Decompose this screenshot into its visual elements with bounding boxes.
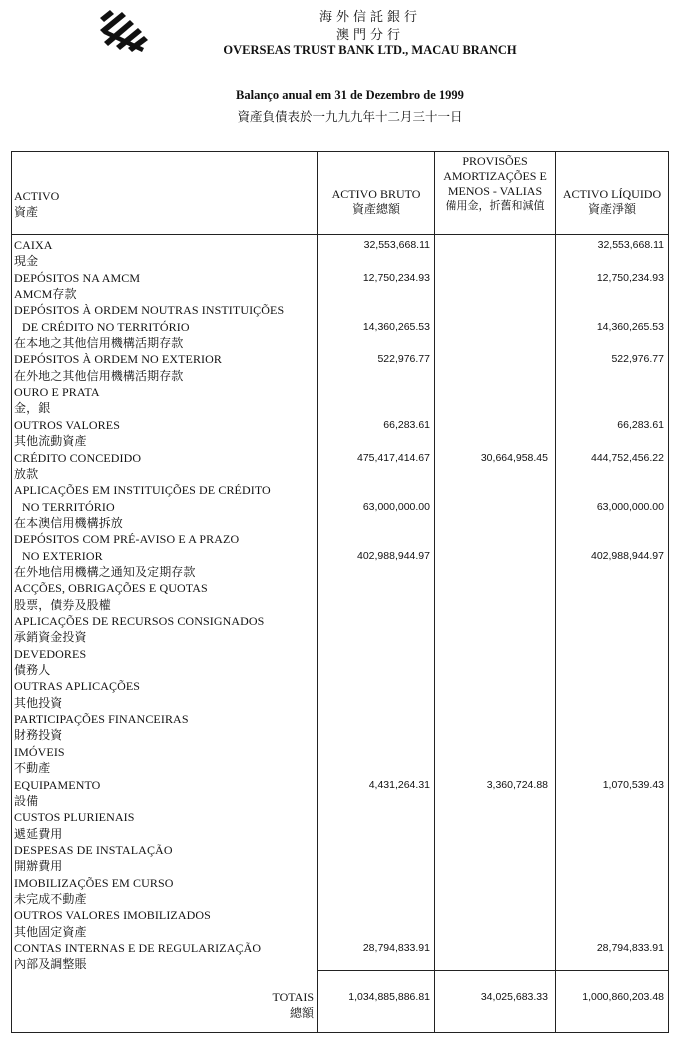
branch-name-cn: 澳門分行 (335, 27, 404, 42)
row-label-pt: PARTICIPAÇÕES FINANCEIRAS (14, 712, 189, 727)
row-label-pt: DE CRÉDITO NO TERRITÓRIO (22, 319, 190, 334)
gross-value: 32,553,668.11 (363, 239, 430, 251)
statement-title-pt: Balanço anual em 31 de Dezembro de 1999 (236, 88, 464, 102)
gross-value: 63,000,000.00 (362, 500, 430, 513)
row-label-pt: APLICAÇÕES EM INSTITUIÇÕES DE CRÉDITO (14, 483, 271, 498)
row-label-cn: 股票，債券及股權 (14, 597, 111, 612)
row-label-cn: 不動產 (14, 761, 51, 776)
row-label-pt: CAIXA (14, 238, 53, 252)
row-label-pt: DEPÓSITOS NA AMCM (14, 270, 141, 285)
row-label-cn: 內部及調整賬 (14, 957, 87, 972)
row-label-pt: DEVEDORES (14, 646, 87, 661)
net-value: 444,752,456.22 (591, 451, 664, 464)
row-label-pt: CUSTOS PLURIENAIS (14, 810, 135, 825)
row-label-pt: DESPESAS DE INSTALAÇÃO (14, 842, 173, 857)
column-header-provisions: PROVISÕES AMORTIZAÇÕES E MENOS - VALIAS 備用金，折舊和減值 (443, 154, 547, 212)
net-value: 14,360,265.53 (596, 320, 664, 333)
total-provisions: 34,025,683.33 (480, 991, 548, 1003)
totals-divider (317, 970, 668, 971)
gross-value: 402,988,944.97 (357, 549, 430, 562)
column-header-gross: ACTIVO BRUTO 資產總額 (331, 187, 421, 216)
bank-name-en: OVERSEAS TRUST BANK LTD., MACAU BRANCH (223, 43, 517, 57)
row-label-pt: APLICAÇÕES DE RECURSOS CONSIGNADOS (14, 614, 265, 629)
gross-value: 12,750,234.93 (362, 271, 430, 284)
row-label-pt: NO TERRITÓRIO (22, 499, 115, 514)
row-label-cn: 設備 (14, 793, 39, 808)
net-value: 32,553,668.11 (597, 239, 664, 251)
gross-value: 522,976.77 (377, 353, 430, 366)
gross-value: 28,794,833.91 (362, 942, 430, 955)
column-header-net: ACTIVO LÍQUIDO 資產淨額 (562, 187, 662, 216)
gross-value: 4,431,264.31 (368, 778, 430, 791)
statement-title-cn: 資產負債表於一九九九年十二月三十一日 (237, 110, 463, 124)
net-value: 522,976.77 (611, 353, 664, 366)
header-divider (12, 234, 668, 235)
provisions-value: 30,664,958.45 (480, 451, 548, 464)
row-label-pt: DEPÓSITOS À ORDEM NOUTRAS INSTITUIÇÕES (14, 303, 285, 318)
row-label-cn: 金，銀 (14, 401, 51, 416)
row-label-cn: 在本澳信用機構拆放 (14, 515, 123, 530)
net-value: 12,750,234.93 (596, 271, 664, 284)
row-label-pt: CRÉDITO CONCEDIDO (14, 450, 142, 465)
row-label-cn: 其他流動資產 (14, 434, 87, 449)
row-label-cn: 財務投資 (14, 728, 63, 743)
column-header-asset: ACTIVO 資產 (14, 189, 60, 219)
balance-sheet-table (11, 151, 669, 1033)
bank-name-cn: 海外信託銀行 (318, 9, 421, 24)
row-label-pt: IMÓVEIS (14, 744, 65, 759)
row-label-pt: OUTRAS APLICAÇÕES (14, 679, 141, 694)
net-value: 28,794,833.91 (596, 942, 664, 955)
row-label-pt: OUTROS VALORES (14, 417, 120, 432)
row-label-cn: 承銷資金投資 (14, 630, 87, 645)
gross-value: 66,283.61 (383, 418, 430, 431)
gross-value: 475,417,414.67 (357, 451, 430, 464)
row-label-cn: 其他投資 (14, 695, 63, 710)
net-value: 402,988,944.97 (591, 549, 664, 562)
row-label-cn: 債務人 (14, 663, 51, 678)
row-label-cn: 其他固定資產 (14, 924, 87, 939)
row-label-pt: IMOBILIZAÇÕES EM CURSO (14, 875, 174, 890)
row-label-cn: 在外地信用機構之通知及定期存款 (14, 564, 196, 579)
row-label-cn: 未完成不動產 (14, 891, 87, 906)
row-label-pt: ACÇÕES, OBRIGAÇÕES E QUOTAS (14, 581, 208, 596)
total-net: 1,000,860,203.48 (582, 991, 664, 1003)
row-label-pt: DEPÓSITOS À ORDEM NO EXTERIOR (14, 352, 223, 367)
row-label-cn: 開辦費用 (14, 859, 63, 874)
row-label-cn: 放款 (14, 466, 39, 481)
column-divider (434, 152, 435, 1032)
row-label-pt: OUTROS VALORES IMOBILIZADOS (14, 908, 211, 923)
net-value: 66,283.61 (617, 418, 664, 431)
row-label-pt: OURO E PRATA (14, 385, 100, 400)
row-label-pt: DEPÓSITOS COM PRÉ-AVISO E A PRAZO (14, 532, 240, 547)
provisions-value: 3,360,724.88 (486, 778, 548, 791)
row-label-cn: 在外地之其他信用機構活期存款 (14, 368, 184, 383)
row-label-pt: CONTAS INTERNAS E DE REGULARIZAÇÃO (14, 941, 262, 956)
row-label-cn: 在本地之其他信用機構活期存款 (14, 336, 184, 351)
row-label-pt: NO EXTERIOR (22, 548, 103, 563)
row-label-cn: 現金 (14, 254, 39, 269)
row-label-cn: AMCM存款 (14, 287, 77, 302)
gross-value: 14,360,265.53 (362, 320, 430, 333)
row-label-cn: 遞延費用 (14, 826, 63, 841)
net-value: 1,070,539.43 (602, 778, 664, 791)
net-value: 63,000,000.00 (596, 500, 664, 513)
totals-label: TOTAIS 總額 (272, 990, 314, 1020)
row-label-pt: EQUIPAMENTO (14, 777, 101, 792)
bank-logo-icon (96, 8, 150, 56)
total-gross: 1,034,885,886.81 (348, 991, 430, 1003)
